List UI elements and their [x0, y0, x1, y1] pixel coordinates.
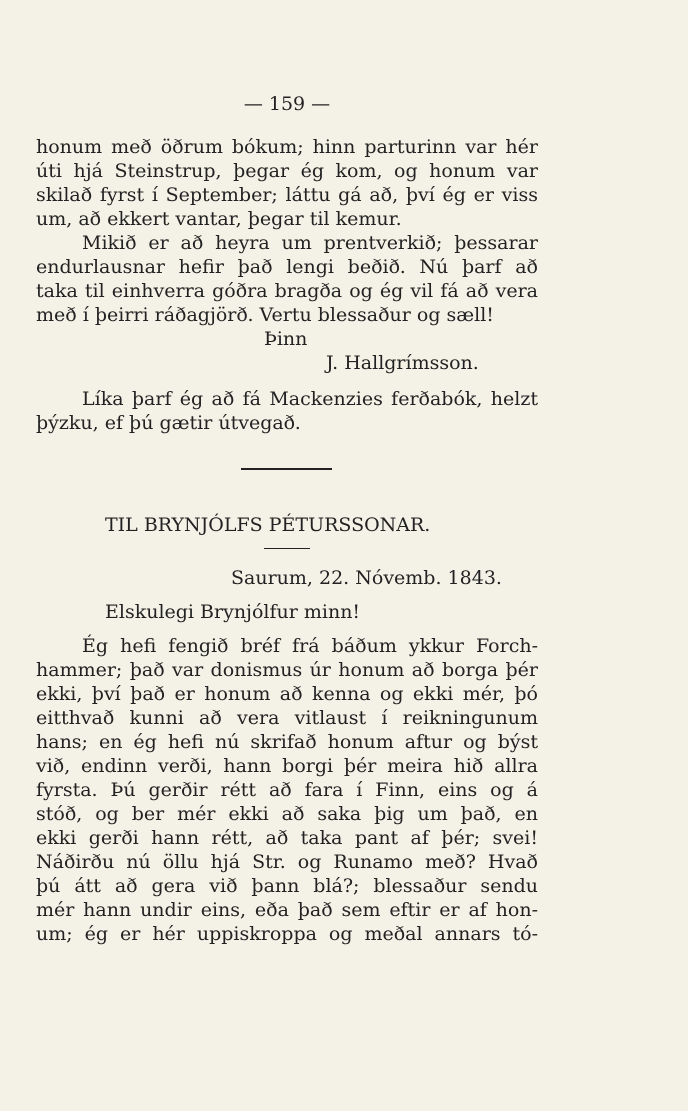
- text-line: úti hjá Steinstrup, þegar ég kom, og honum var: [36, 160, 538, 182]
- text-line: honum með öðrum bókum; hinn parturinn var hér: [36, 136, 538, 158]
- postscript-line: Líka þarf ég að fá Mackenzies ferðabók, helzt: [82, 388, 538, 410]
- dateline: Saurum, 22. Nóvemb. 1843.: [231, 567, 502, 589]
- text-line: við, endinn verði, hann borgi þér meira hið allra: [36, 755, 538, 777]
- letter-heading: TIL BRYNJÓLFS PÉTURSSONAR.: [105, 514, 431, 536]
- text-line: Mikið er að heyra um prentverkið; þessarar: [82, 232, 538, 254]
- text-line: með í þeirri ráðagjörð. Vertu blessaður og sæll!: [36, 304, 494, 326]
- signature: J. Hallgrímsson.: [326, 352, 479, 374]
- text-line: endurlausnar hefir það lengi beðið. Nú þarf að: [36, 256, 538, 278]
- text-line: ekki gerði hann rétt, að taka pant af þér; svei!: [36, 827, 538, 849]
- text-line: hans; en ég hefi nú skrifað honum aftur og býst: [36, 731, 538, 753]
- text-line: þú átt að gera við þann blá?; blessaður sendu: [36, 875, 538, 897]
- text-line: skilað fyrst í September; láttu gá að, því ég er viss: [36, 184, 538, 206]
- text-line: Náðirðu nú öllu hjá Str. og Runamo með? Hvað: [36, 851, 538, 873]
- section-divider: [241, 468, 332, 470]
- text-line: fyrsta. Þú gerðir rétt að fara í Finn, eins og á: [36, 779, 538, 801]
- heading-rule: [264, 548, 310, 549]
- text-line: Ég hefi fengið bréf frá báðum ykkur Forch-: [82, 635, 538, 657]
- salutation: Elskulegi Brynjólfur minn!: [105, 601, 361, 623]
- text-line: ekki, því það er honum að kenna og ekki mér, þó: [36, 683, 538, 705]
- text-line: um, að ekkert vantar, þegar til kemur.: [36, 208, 402, 230]
- text-line: taka til einhverra góðra bragða og ég vil fá að vera: [36, 280, 538, 302]
- text-line: um; ég er hér uppiskroppa og meðal annars tó-: [36, 923, 538, 945]
- closing: Þinn: [264, 328, 308, 350]
- text-line: mér hann undir eins, eða það sem eftir er af hon-: [36, 899, 538, 921]
- postscript-line: þýzku, ef þú gætir útvegað.: [36, 412, 301, 434]
- text-line: hammer; það var donismus úr honum að borga þér: [36, 659, 538, 681]
- text-line: stóð, og ber mér ekki að saka þig um það, en: [36, 803, 538, 825]
- text-line: eitthvað kunni að vera vitlaust í reikningunum: [36, 707, 538, 729]
- page-number: — 159 —: [243, 93, 331, 115]
